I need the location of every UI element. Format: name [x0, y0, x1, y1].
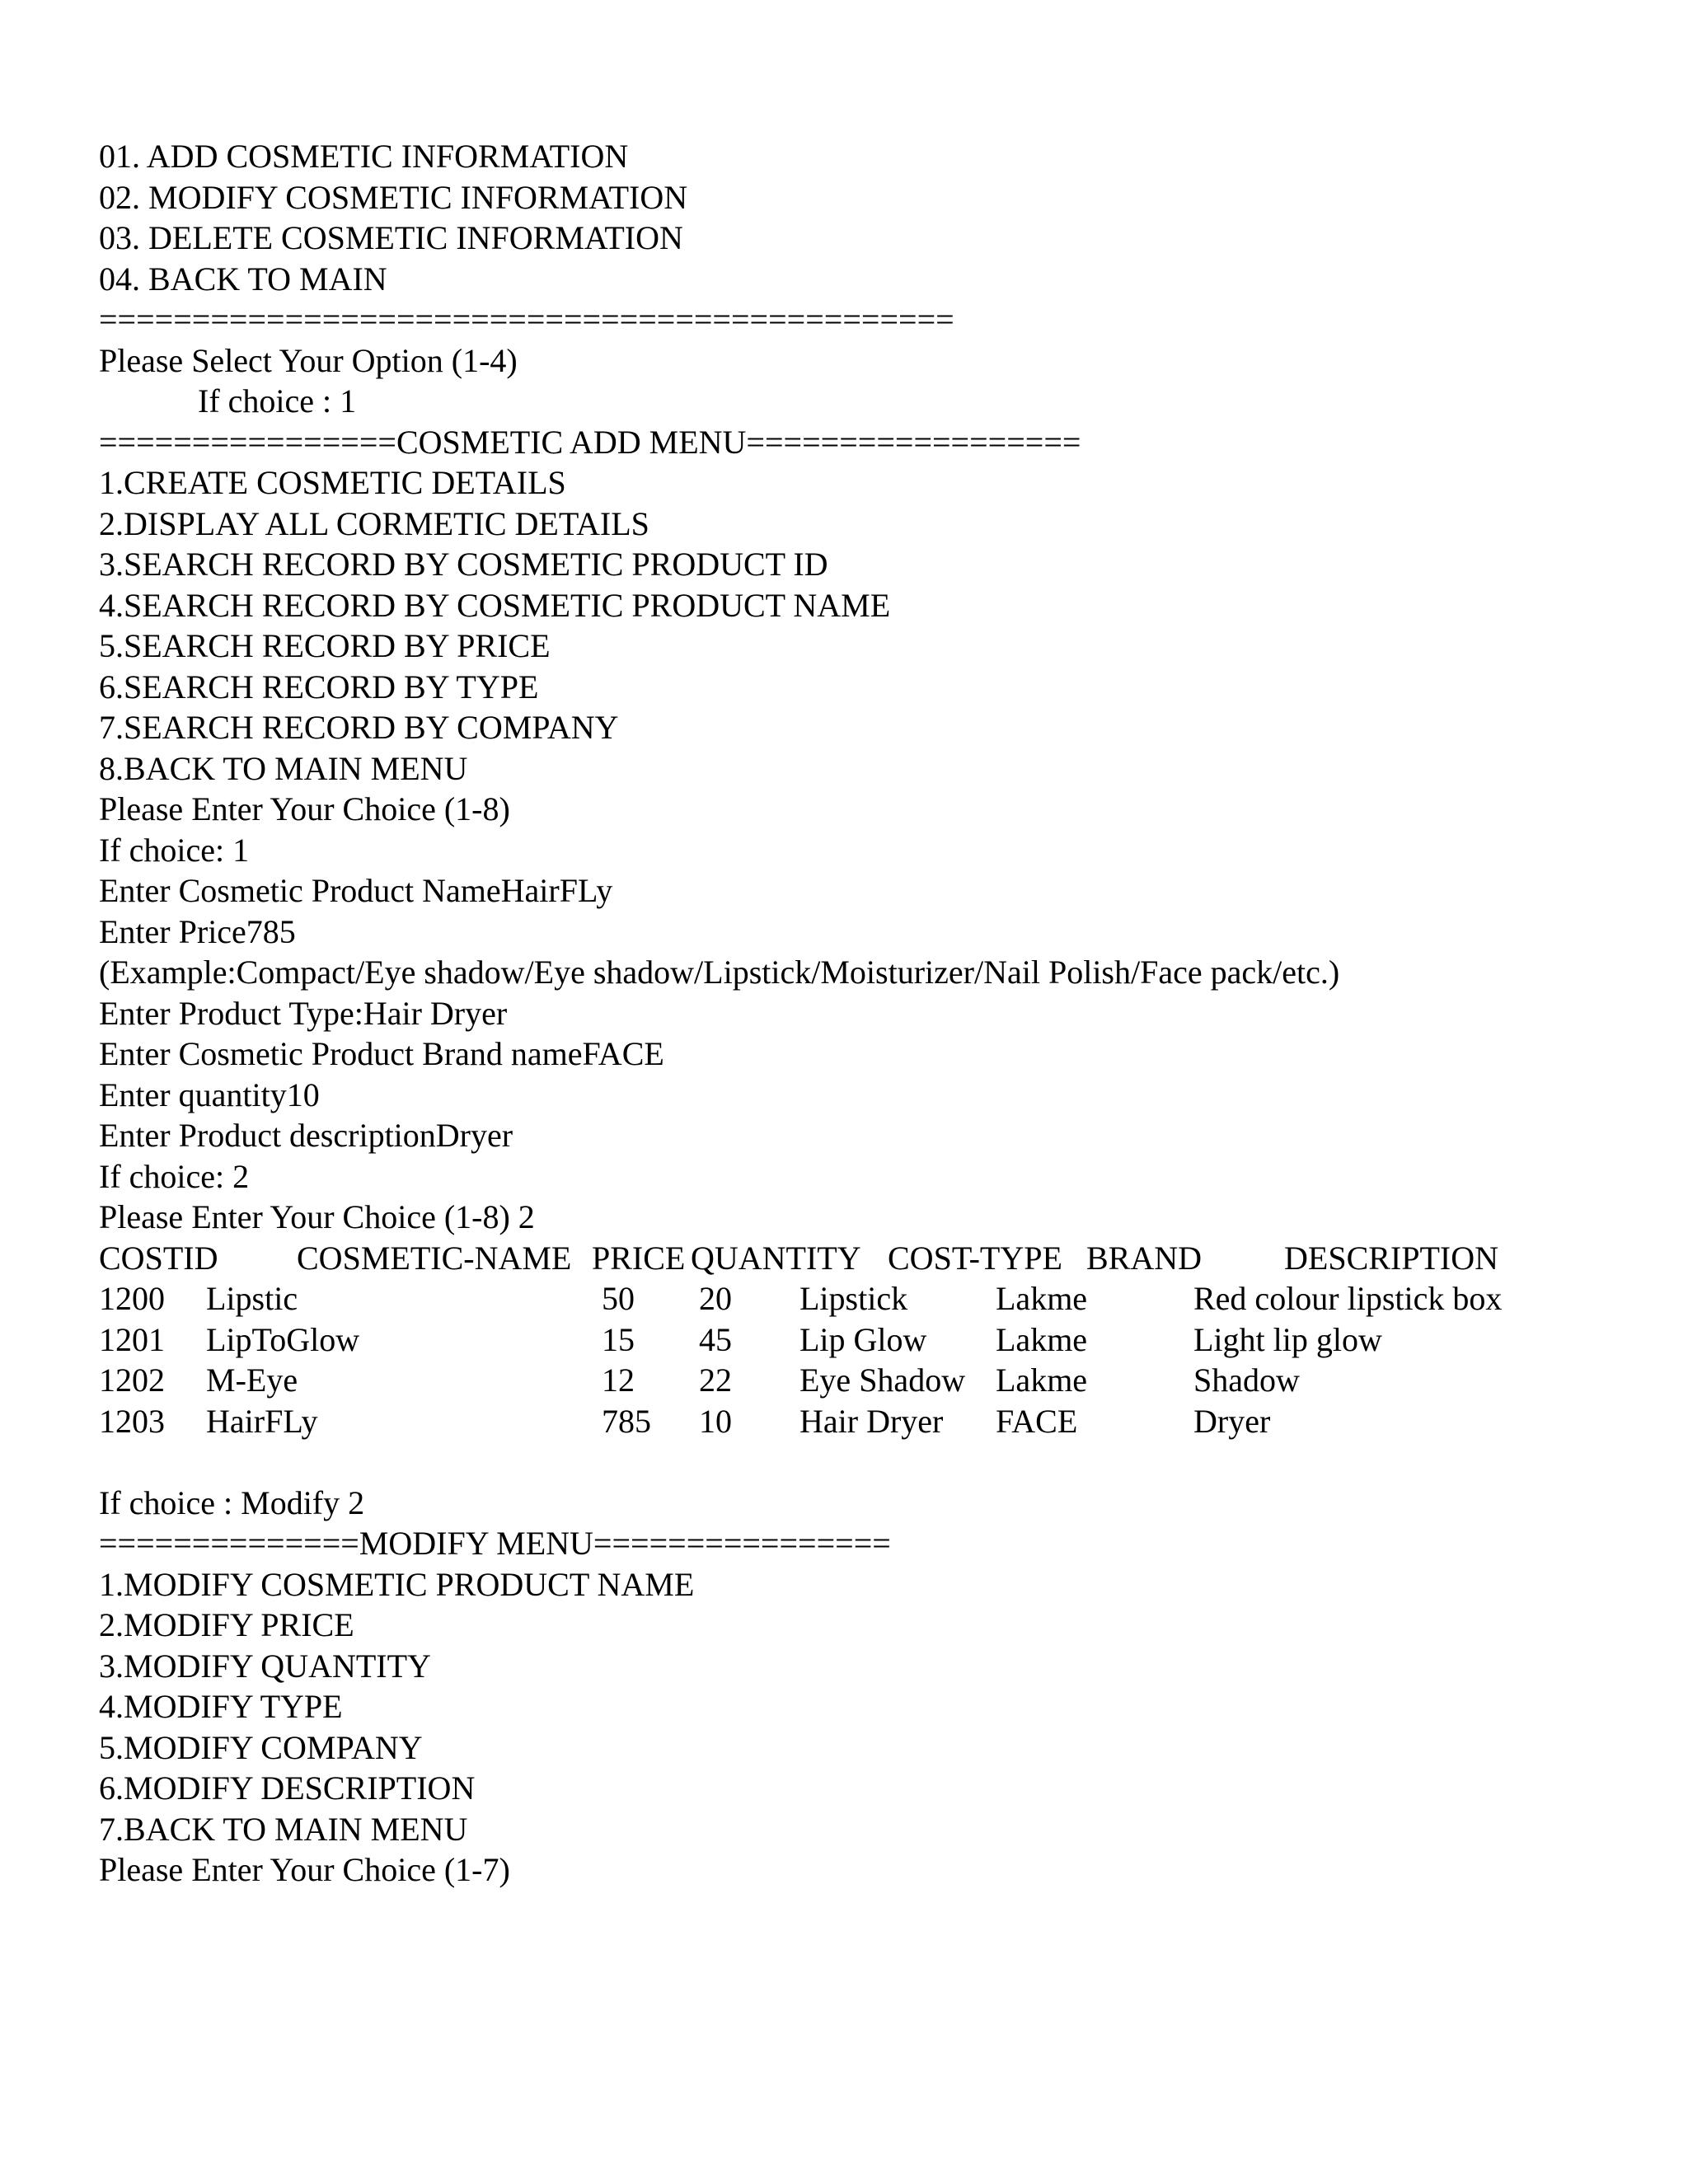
main-menu-divider: ==============================================: [99, 301, 954, 338]
add-menu: [99, 422, 1648, 830]
cell-costid: 1201: [99, 1320, 165, 1358]
section-gap: [99, 1441, 1648, 1483]
cell-brand: Lakme: [996, 1320, 1088, 1358]
add-menu-item: 1.CREATE COSMETIC DETAILS: [99, 464, 566, 501]
cell-brand: FACE: [996, 1402, 1078, 1440]
column-header-description: DESCRIPTION: [1284, 1239, 1499, 1277]
cell-costid: 1202: [99, 1361, 165, 1399]
create-line: Enter Price785: [99, 912, 296, 950]
table-row: [99, 1401, 1648, 1442]
modify-menu-item: 6.MODIFY DESCRIPTION: [99, 1769, 476, 1807]
table-row: [99, 1278, 1648, 1319]
modify-menu-item: 1.MODIFY COSMETIC PRODUCT NAME: [99, 1565, 695, 1603]
add-menu-item: 7.SEARCH RECORD BY COMPANY: [99, 709, 619, 746]
cell-costid: 1203: [99, 1402, 165, 1440]
add-menu-item: 4.SEARCH RECORD BY COSMETIC PRODUCT NAME: [99, 586, 891, 624]
display-session: [99, 1156, 1648, 1442]
cell-cost-type: Lip Glow: [799, 1320, 927, 1358]
create-line: Enter Product Type:Hair Dryer: [99, 994, 508, 1032]
column-header-quantity: QUANTITY: [691, 1239, 861, 1277]
cell-price: 785: [602, 1402, 651, 1440]
cell-brand: Lakme: [996, 1361, 1088, 1399]
modify-menu-item: 7.BACK TO MAIN MENU: [99, 1810, 468, 1848]
cosmetic-table: [99, 1238, 1648, 1442]
main-menu-choice-note: If choice : 1: [198, 382, 357, 419]
modify-menu-item: 2.MODIFY PRICE: [99, 1606, 354, 1643]
column-header-cosmetic-name: COSMETIC-NAME: [297, 1239, 572, 1277]
cell-cost-type: Eye Shadow: [799, 1361, 966, 1399]
create-choice: If choice: 1: [99, 831, 250, 869]
create-line: Enter Cosmetic Product NameHairFLy: [99, 872, 613, 909]
cell-cost-type: Lipstick: [799, 1280, 908, 1317]
create-line: Enter Cosmetic Product Brand nameFACE: [99, 1035, 664, 1072]
cell-quantity: 10: [699, 1402, 732, 1440]
column-header-price: PRICE: [592, 1239, 686, 1277]
add-menu-prompt: Please Enter Your Choice (1-8): [99, 790, 510, 827]
column-header-brand: BRAND: [1086, 1239, 1203, 1277]
cell-cosmetic-name: LipToGlow: [206, 1320, 360, 1358]
modify-menu: [99, 1483, 1648, 1891]
table-row: [99, 1360, 1648, 1401]
column-header-costid: COSTID: [99, 1239, 218, 1277]
document-page: [99, 136, 1648, 1891]
cell-quantity: 22: [699, 1361, 732, 1399]
add-menu-header: ================COSMETIC ADD MENU==================: [99, 423, 1081, 461]
cell-brand: Lakme: [996, 1280, 1088, 1317]
add-menu-item: 5.SEARCH RECORD BY PRICE: [99, 627, 551, 664]
cell-price: 50: [602, 1280, 635, 1317]
cell-cosmetic-name: M-Eye: [206, 1361, 298, 1399]
cell-price: 12: [602, 1361, 635, 1399]
create-line: Enter Product descriptionDryer: [99, 1117, 513, 1154]
modify-choice: If choice : Modify 2: [99, 1483, 365, 1521]
modify-menu-item: 5.MODIFY COMPANY: [99, 1728, 423, 1766]
create-session: [99, 830, 1648, 1156]
main-menu-item: 01. ADD COSMETIC INFORMATION: [99, 138, 629, 175]
cell-description: Shadow: [1193, 1361, 1300, 1399]
cell-price: 15: [602, 1320, 635, 1358]
cell-quantity: 20: [699, 1280, 732, 1317]
create-line: (Example:Compact/Eye shadow/Eye shadow/Lipstick/Moisturizer/Nail Polish/Face pack/etc.): [99, 954, 1340, 991]
cell-quantity: 45: [699, 1320, 732, 1358]
add-menu-item: 6.SEARCH RECORD BY TYPE: [99, 668, 539, 705]
create-line: Enter quantity10: [99, 1076, 320, 1113]
cell-cosmetic-name: Lipstic: [206, 1280, 298, 1317]
add-menu-item: 3.SEARCH RECORD BY COSMETIC PRODUCT ID: [99, 546, 828, 583]
main-menu-item: 03. DELETE COSMETIC INFORMATION: [99, 219, 683, 256]
cell-cosmetic-name: HairFLy: [206, 1402, 318, 1440]
add-menu-item: 8.BACK TO MAIN MENU: [99, 749, 468, 787]
modify-menu-item: 3.MODIFY QUANTITY: [99, 1647, 431, 1685]
column-header-cost-type: COST-TYPE: [888, 1239, 1062, 1277]
modify-menu-header: ==============MODIFY MENU================: [99, 1525, 891, 1562]
add-menu-item: 2.DISPLAY ALL CORMETIC DETAILS: [99, 504, 649, 542]
modify-menu-item: 4.MODIFY TYPE: [99, 1688, 343, 1725]
cell-description: Light lip glow: [1193, 1320, 1382, 1358]
main-menu-prompt: Please Select Your Option (1-4): [99, 341, 518, 379]
table-header-row: [99, 1238, 1648, 1279]
display-choice: If choice: 2: [99, 1157, 250, 1195]
main-menu-item: 02. MODIFY COSMETIC INFORMATION: [99, 178, 688, 216]
table-row: [99, 1319, 1648, 1361]
cell-description: Red colour lipstick box: [1193, 1280, 1503, 1317]
display-prompt: Please Enter Your Choice (1-8) 2: [99, 1198, 535, 1235]
cell-cost-type: Hair Dryer: [799, 1402, 944, 1440]
main-menu-item: 04. BACK TO MAIN: [99, 260, 387, 298]
cell-costid: 1200: [99, 1280, 165, 1317]
cell-description: Dryer: [1193, 1402, 1271, 1440]
modify-menu-prompt: Please Enter Your Choice (1-7): [99, 1851, 510, 1888]
main-menu: [99, 136, 1648, 422]
